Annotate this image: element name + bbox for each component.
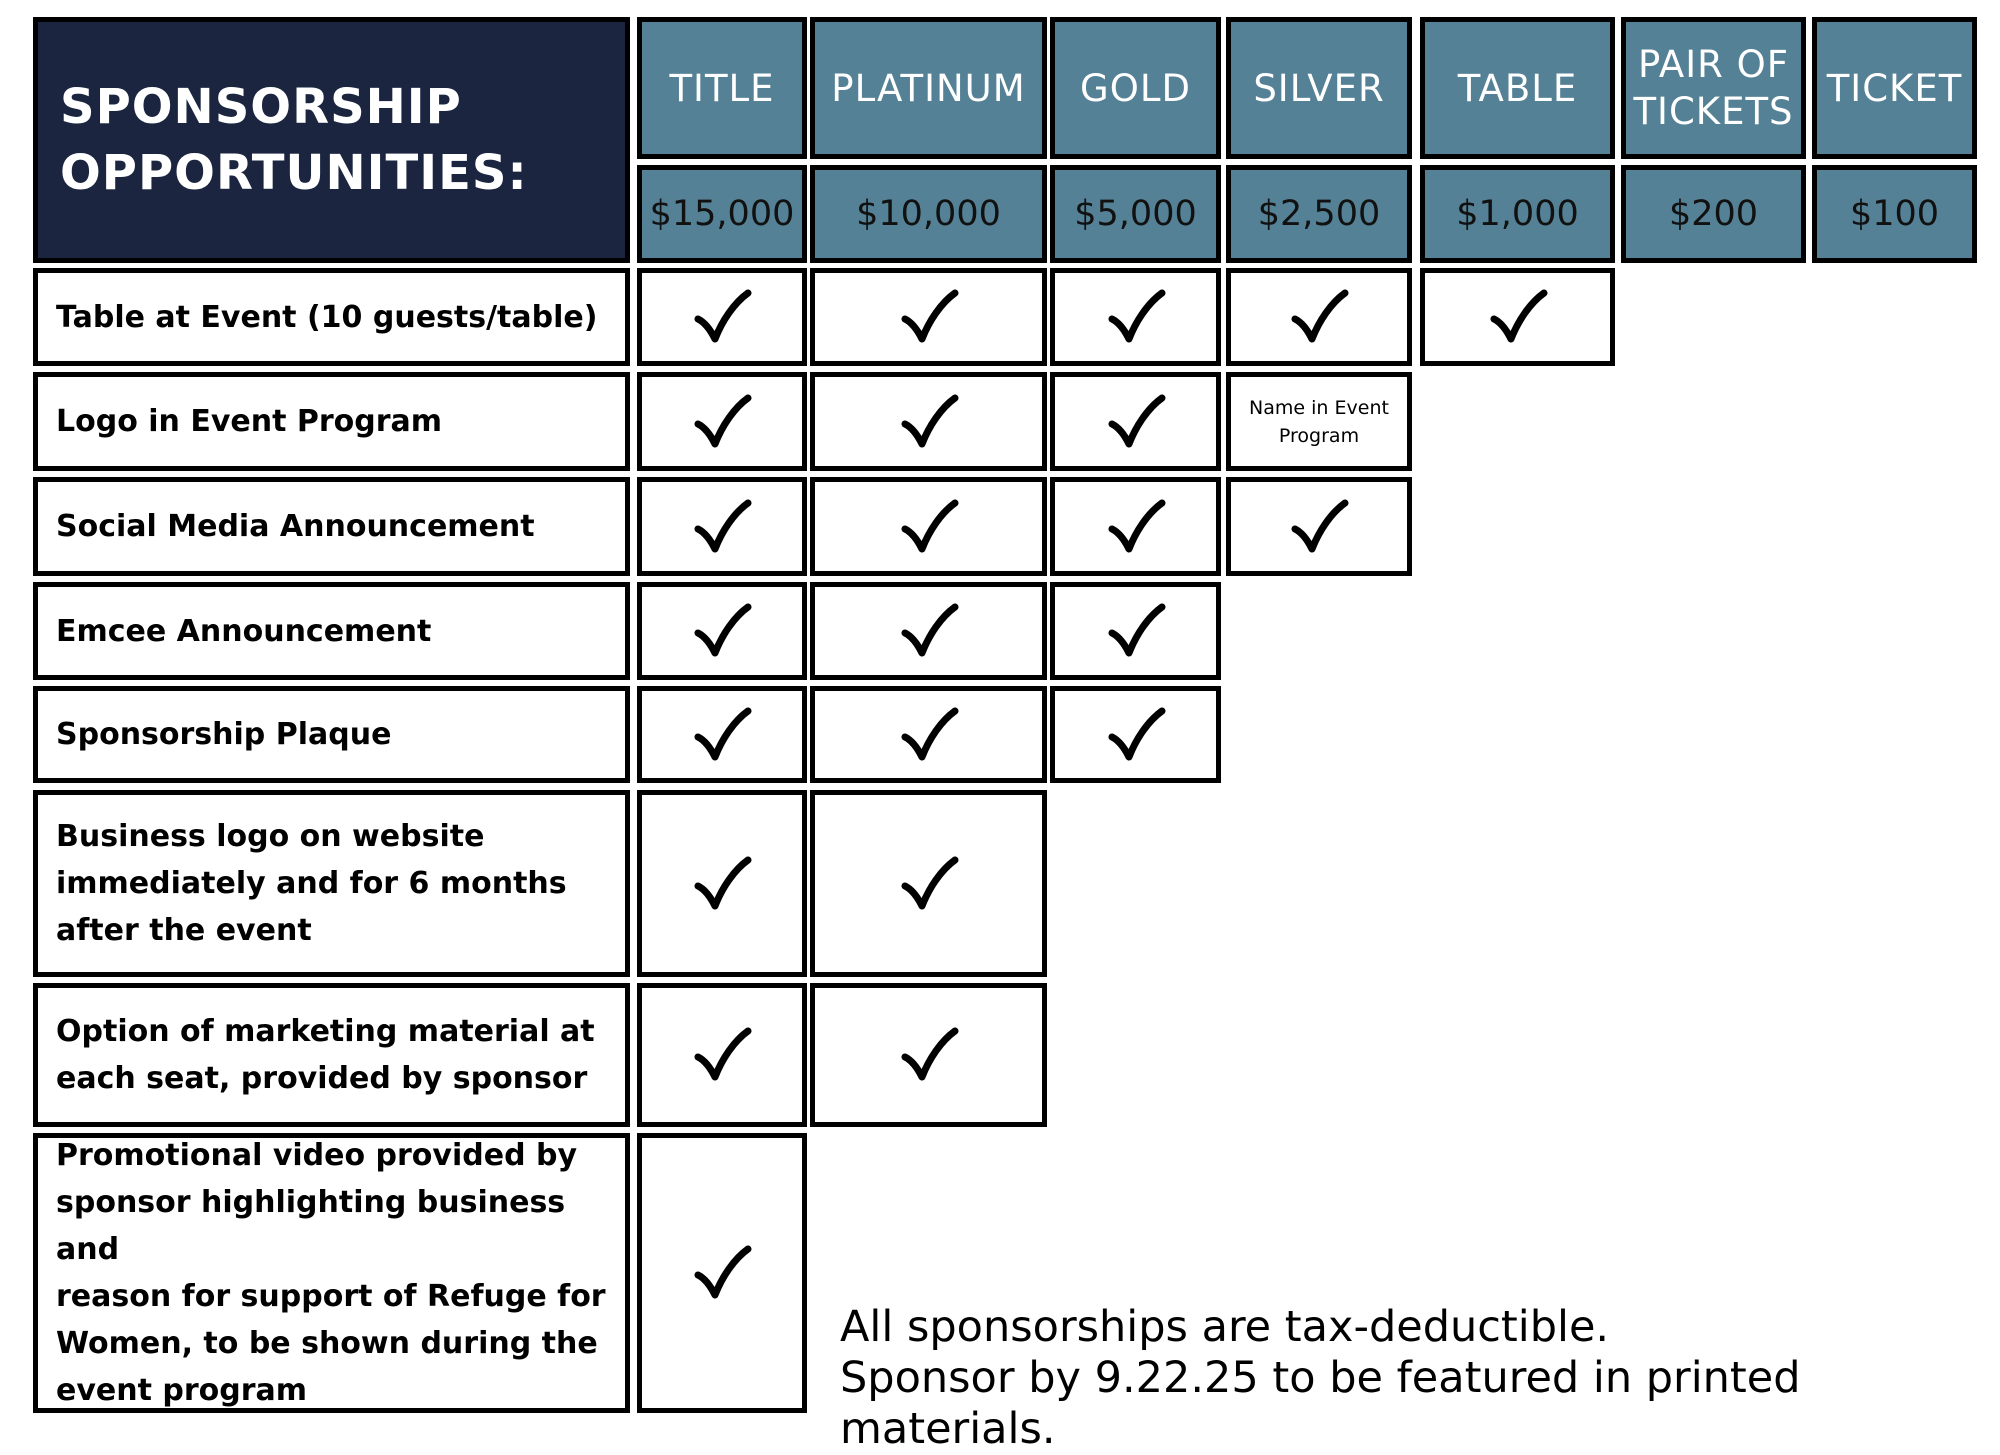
benefit-cell — [637, 983, 807, 1127]
benefit-cell — [637, 1133, 807, 1413]
check-icon — [692, 499, 752, 555]
check-icon — [899, 856, 959, 912]
check-icon — [899, 499, 959, 555]
tier-header: PLATINUM — [810, 17, 1047, 159]
check-icon — [1106, 707, 1166, 763]
tier-price: $5,000 — [1050, 165, 1221, 263]
tier-header: GOLD — [1050, 17, 1221, 159]
benefit-cell — [637, 790, 807, 977]
benefit-label: Emcee Announcement — [33, 582, 630, 680]
check-icon — [692, 1027, 752, 1083]
benefit-label: Table at Event (10 guests/table) — [33, 268, 630, 366]
benefit-cell — [810, 268, 1047, 366]
benefit-cell — [810, 582, 1047, 680]
check-icon — [1106, 499, 1166, 555]
check-icon — [899, 394, 959, 450]
check-icon — [899, 1027, 959, 1083]
benefit-cell — [1226, 268, 1412, 366]
benefit-cell — [1050, 268, 1221, 366]
benefit-cell — [1050, 477, 1221, 576]
tier-header: TITLE — [637, 17, 807, 159]
benefit-cell — [637, 686, 807, 783]
check-icon — [899, 707, 959, 763]
benefit-label: Logo in Event Program — [33, 372, 630, 471]
check-icon — [692, 289, 752, 345]
title-box — [33, 17, 630, 263]
tier-header: PAIR OF TICKETS — [1621, 17, 1806, 159]
page-title: SPONSORSHIP OPPORTUNITIES: — [60, 79, 528, 201]
benefit-cell — [1050, 582, 1221, 680]
check-icon — [692, 856, 752, 912]
tier-header: TICKET — [1812, 17, 1977, 159]
benefit-label: Sponsorship Plaque — [33, 686, 630, 783]
check-icon — [1488, 289, 1548, 345]
check-icon — [692, 1245, 752, 1301]
tier-price: $100 — [1812, 165, 1977, 263]
benefit-cell — [1050, 372, 1221, 471]
benefit-cell — [810, 372, 1047, 471]
benefit-cell — [637, 477, 807, 576]
check-icon — [1106, 603, 1166, 659]
benefit-cell — [1420, 268, 1615, 366]
benefit-cell — [1226, 372, 1412, 471]
check-icon — [899, 289, 959, 345]
check-icon — [1106, 289, 1166, 345]
benefit-cell — [810, 477, 1047, 576]
benefit-label: Business logo on website immediately and for 6 months after the event — [33, 790, 630, 977]
check-icon — [1106, 394, 1166, 450]
tier-price: $200 — [1621, 165, 1806, 263]
benefit-label: Promotional video provided by sponsor highlighting business and reason for support of Refuge for Women, to be shown during the event program — [33, 1133, 630, 1413]
tier-price: $15,000 — [637, 165, 807, 263]
benefit-cell — [637, 268, 807, 366]
check-icon — [692, 707, 752, 763]
benefit-cell — [637, 372, 807, 471]
benefit-label: Option of marketing material at each seat, provided by sponsor — [33, 983, 630, 1127]
tier-price: $10,000 — [810, 165, 1047, 263]
benefit-cell — [1050, 686, 1221, 783]
tier-header: SILVER — [1226, 17, 1412, 159]
benefit-cell — [637, 582, 807, 680]
benefit-cell — [1226, 477, 1412, 576]
check-icon — [1289, 499, 1349, 555]
tier-header: TABLE — [1420, 17, 1615, 159]
tier-price: $2,500 — [1226, 165, 1412, 263]
check-icon — [692, 394, 752, 450]
benefit-cell — [810, 686, 1047, 783]
footer-note: All sponsorships are tax-deductible. Sponsor by 9.22.25 to be featured in printed materials. — [840, 1302, 1801, 1454]
benefit-cell — [810, 790, 1047, 977]
check-icon — [899, 603, 959, 659]
check-icon — [1289, 289, 1349, 345]
benefit-cell — [810, 983, 1047, 1127]
benefit-note: Name in Event Program — [1249, 396, 1389, 447]
check-icon — [692, 603, 752, 659]
benefit-label: Social Media Announcement — [33, 477, 630, 576]
tier-price: $1,000 — [1420, 165, 1615, 263]
